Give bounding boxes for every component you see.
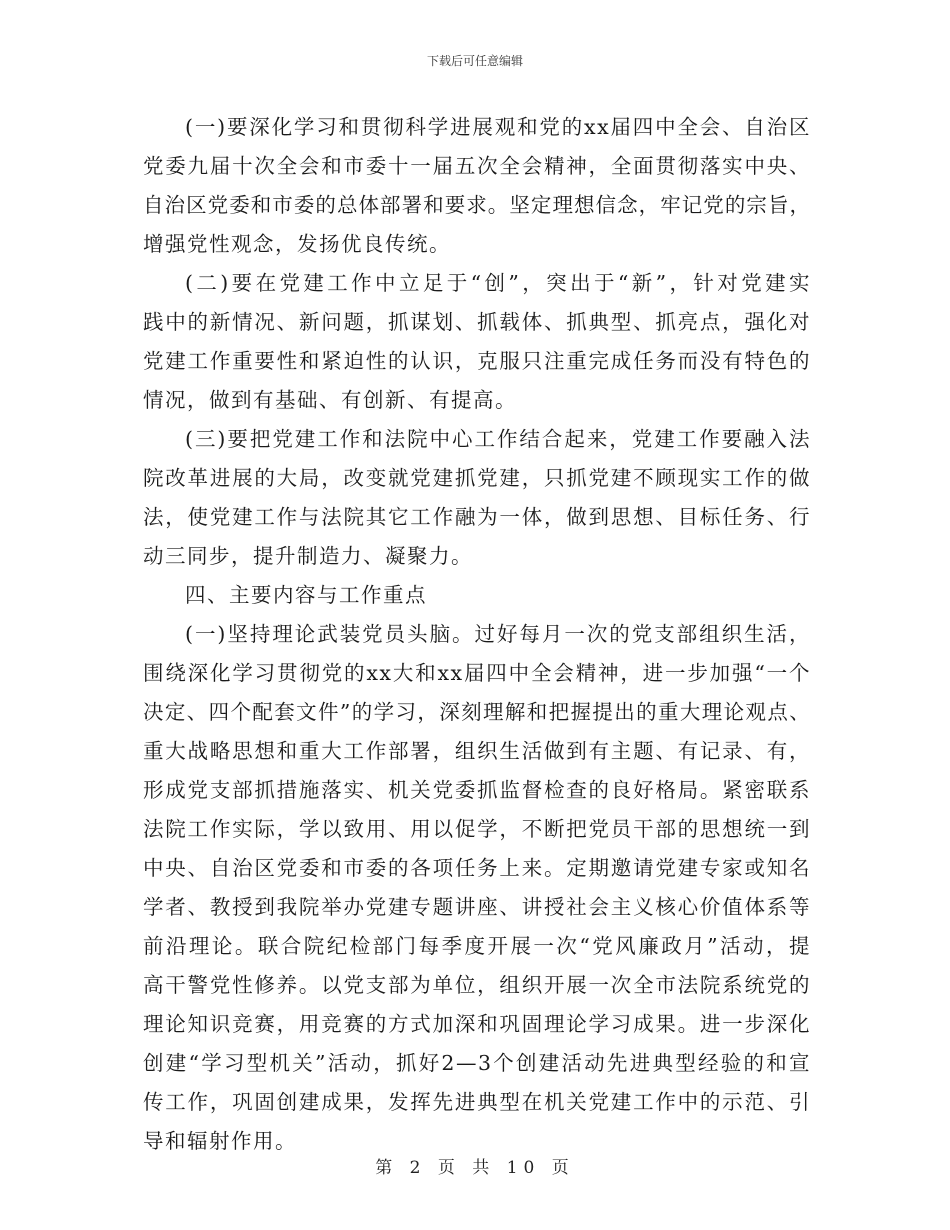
text-line: 增强党性观念，发扬优良传统。 — [143, 232, 451, 256]
text-line: 高干警党性修养。以党支部为单位，组织开展一次全市法院系统党的 — [143, 973, 811, 997]
page-header: 下载后可任意编辑 — [426, 54, 523, 68]
text-line: 导和辐射作用。 — [143, 1129, 297, 1153]
text-line: 创建“学习型机关”活动，抓好2—3个创建活动先进典型经验的和宣 — [143, 1051, 811, 1075]
text-line: 中央、自治区党委和市委的各项任务上来。定期邀请党建专家或知名 — [143, 856, 811, 880]
text-line: 前沿理论。联合院纪检部门每季度开展一次“党风廉政月”活动，提 — [143, 934, 811, 958]
text-line: 形成党支部抓措施落实、机关党委抓监督检查的良好格局。紧密联系 — [143, 778, 811, 802]
text-line: 动三同步，提升制造力、凝聚力。 — [143, 544, 473, 568]
text-line: 理论知识竞赛，用竞赛的方式加深和巩固理论学习成果。进一步深化 — [143, 1012, 811, 1036]
text-line: (一)坚持理论武装党员头脑。过好每月一次的党支部组织生活， — [185, 622, 811, 646]
text-line: 自治区党委和市委的总体部署和要求。坚定理想信念，牢记党的宗旨， — [143, 193, 811, 217]
text-line: 围绕深化学习贯彻党的xx大和xx届四中全会精神，进一步加强“一个 — [143, 661, 811, 685]
text-line: 学者、教授到我院举办党建专题讲座、讲授社会主义核心价值体系等 — [143, 895, 811, 919]
text-line: 重大战略思想和重大工作部署，组织生活做到有主题、有记录、有， — [143, 739, 811, 763]
text-line: 情况，做到有基础、有创新、有提高。 — [143, 388, 517, 412]
text-line: (三)要把党建工作和法院中心工作结合起来，党建工作要融入法 — [185, 427, 811, 451]
text-line: (二)要在党建工作中立足于“创”，突出于“新”，针对党建实 — [185, 271, 811, 295]
text-line: 决定、四个配套文件”的学习，深刻理解和把握提出的重大理论观点、 — [143, 700, 811, 724]
text-line: 院改革进展的大局，改变就党建抓党建，只抓党建不顾现实工作的做 — [143, 466, 811, 490]
document-body — [143, 108, 811, 1161]
page-number-footer: 第 2 页 共 10 页 — [375, 1158, 575, 1178]
text-line: 法院工作实际，学以致用、用以促学，不断把党员干部的思想统一到 — [143, 817, 811, 841]
text-line: (一)要深化学习和贯彻科学进展观和党的xx届四中全会、自治区 — [185, 115, 811, 139]
text-line: 践中的新情况、新问题，抓谋划、抓载体、抓典型、抓亮点，强化对 — [143, 310, 811, 334]
text-line: 党建工作重要性和紧迫性的认识，克服只注重完成任务而没有特色的 — [143, 349, 811, 373]
text-line: 法，使党建工作与法院其它工作融为一体，做到思想、目标任务、行 — [143, 505, 811, 529]
text-line: 党委九届十次全会和市委十一届五次全会精神，全面贯彻落实中央、 — [143, 154, 811, 178]
text-line: 四、主要内容与工作重点 — [185, 583, 427, 607]
text-line: 传工作，巩固创建成果，发挥先进典型在机关党建工作中的示范、引 — [143, 1090, 811, 1114]
